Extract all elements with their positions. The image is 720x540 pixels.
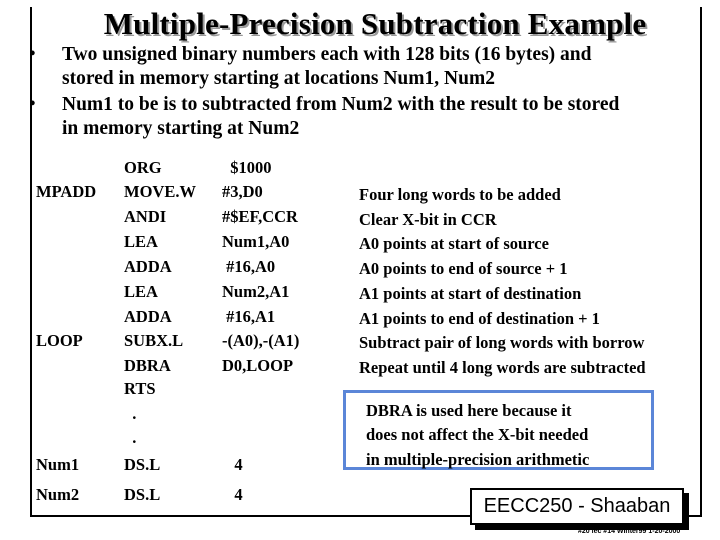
note-box — [343, 390, 654, 470]
code-comment: A1 points to end of destination + 1 — [359, 308, 600, 328]
course-badge: EECC250 - Shaaban — [470, 488, 684, 525]
code-comment: A0 points to end of source + 1 — [359, 259, 568, 279]
bullet-list — [22, 43, 712, 143]
note-line: DBRA is used here because it — [366, 401, 572, 420]
bullet-item — [22, 43, 712, 91]
code-label: LOOP — [36, 331, 83, 350]
code-opcode: DBRA — [124, 356, 171, 375]
code-opcode: . — [124, 404, 137, 423]
bullet-text — [62, 93, 619, 141]
code-opcode: DS.L — [124, 455, 161, 474]
code-operand: $1000 — [222, 158, 272, 177]
code-opcode: ORG — [124, 158, 162, 177]
code-opcode: ADDA — [124, 257, 172, 276]
code-comment: A0 points at start of source — [359, 234, 549, 254]
code-opcode: ANDI — [124, 207, 167, 226]
code-comment: Subtract pair of long words with borrow — [359, 333, 645, 353]
slide-title: Multiple-Precision Subtraction Example — [103, 6, 647, 41]
code-opcode: LEA — [124, 282, 158, 301]
code-operand: #16,A1 — [222, 307, 276, 326]
code-comment: A1 points at start of destination — [359, 283, 582, 303]
note-line: does not affect the X-bit needed — [366, 425, 589, 445]
bullet-item — [22, 93, 712, 141]
code-operand: 4 — [222, 485, 243, 504]
code-opcode: DS.L — [124, 485, 161, 504]
footer-text: #20 lec #14 Winter99 1-20-2000 — [578, 528, 681, 535]
bullet-line: Num1 to be is to subtracted from Num2 with the result to be stored — [62, 94, 620, 115]
code-label: Num1 — [36, 455, 80, 474]
code-opcode: ADDA — [124, 307, 172, 326]
bullet-text — [62, 43, 591, 91]
code-opcode: RTS — [124, 379, 156, 398]
code-operand: 4 — [222, 455, 243, 474]
code-opcode: . — [124, 428, 137, 447]
bullet-marker: • — [29, 94, 36, 115]
comment-column — [359, 183, 646, 381]
code-operand: #16,A0 — [222, 257, 276, 276]
code-operand: Num2,A1 — [222, 282, 290, 301]
code-operand: Num1,A0 — [222, 232, 290, 251]
code-label: MPADD — [36, 182, 97, 201]
code-operand: -(A0),-(A1) — [222, 331, 300, 350]
code-opcode: SUBX.L — [124, 331, 184, 350]
code-comment: Four long words to be added — [359, 185, 561, 204]
code-label: Num2 — [36, 485, 80, 504]
code-operand: #$EF,CCR — [222, 207, 298, 226]
code-operand: #3,D0 — [222, 182, 263, 201]
code-opcode: MOVE.W — [124, 182, 196, 201]
code-comment: Repeat until 4 long words are subtracted — [359, 357, 646, 377]
code-operand: D0,LOOP — [222, 356, 294, 375]
bullet-line: Two unsigned binary numbers each with 128 bits (16 bytes) and — [62, 44, 592, 65]
bullet-marker: • — [29, 44, 36, 65]
bullet-line: stored in memory starting at locations Num1, Num2 — [62, 68, 495, 89]
code-opcode: LEA — [124, 232, 158, 251]
bullet-line: in memory starting at Num2 — [62, 118, 300, 139]
note-line: in multiple-precision arithmetic — [366, 449, 590, 469]
code-comment: Clear X-bit in CCR — [359, 209, 497, 229]
